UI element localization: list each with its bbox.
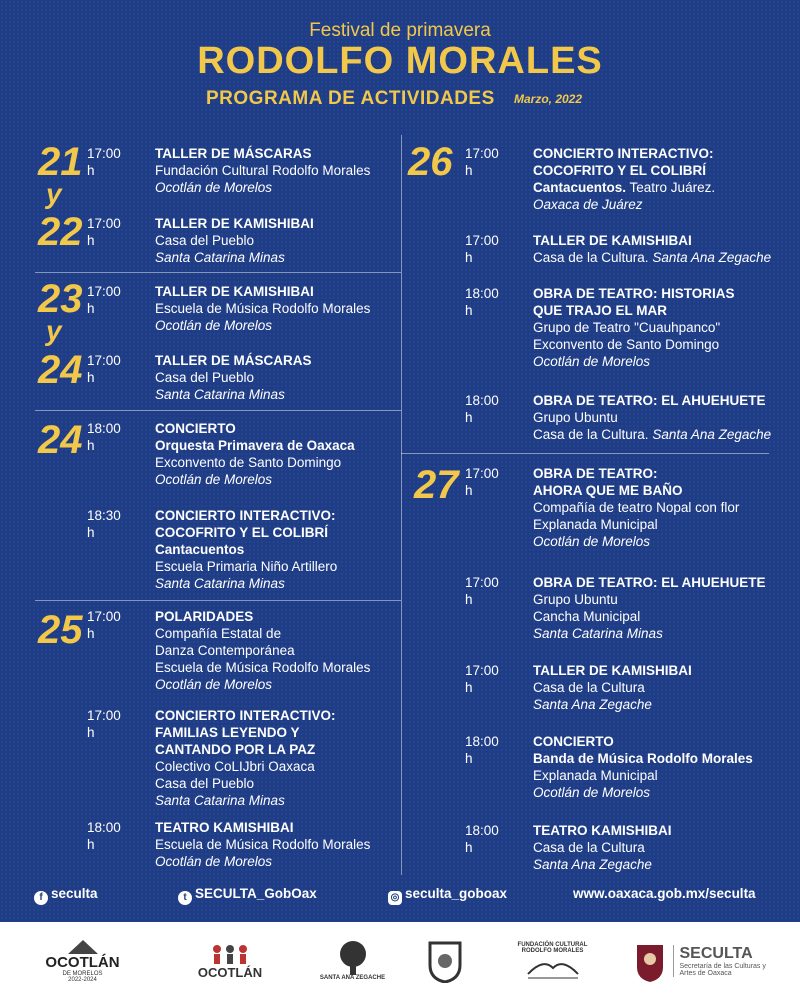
event-venue: Casa del Pueblo	[155, 370, 255, 385]
event-location: Ocotlán de Morelos	[155, 472, 273, 487]
event-time: 17:00 h	[465, 575, 499, 607]
pyramid-icon	[68, 940, 98, 954]
day-number: 23	[38, 277, 83, 321]
event-venue: Escuela de Música Rodolfo Morales	[155, 301, 371, 316]
website-link[interactable]: www.oaxaca.gob.mx/seculta	[573, 886, 756, 901]
logo-text: FUNDACIÓN CULTURAL RODOLFO MORALES	[517, 942, 588, 954]
event-title: OBRA DE TEATRO: HISTORIAS	[533, 286, 735, 301]
event-title: TALLER DE MÁSCARAS	[155, 353, 312, 368]
event-venue-name: Casa de la Cultura.	[533, 427, 649, 442]
divider	[35, 272, 401, 273]
twitter-link[interactable]	[178, 886, 317, 905]
sponsor-logos	[0, 922, 800, 1000]
event-venue: Casa de la Cultura	[533, 680, 645, 695]
instagram-link[interactable]	[388, 886, 507, 905]
day-number: 27	[414, 463, 459, 507]
event-location: Santa Ana Zegache	[648, 250, 772, 265]
event-location: Santa Catarina Minas	[155, 387, 285, 402]
event-venue: Casa del Pueblo	[155, 233, 255, 248]
event-venue: Explanada Municipal	[533, 768, 658, 783]
day-number: 24	[38, 348, 83, 392]
event-title: CONCIERTO INTERACTIVO:	[155, 508, 336, 523]
event-venue: Escuela de Música Rodolfo Morales	[155, 660, 371, 675]
event-time: 18:00 h	[465, 734, 499, 766]
event-title: COCOFRITO Y EL COLIBRÍ	[155, 525, 329, 540]
logo-subtext: DE MORELOS	[62, 970, 103, 977]
logo-years: 2022-2024	[68, 976, 97, 983]
event-time: 17:00 h	[87, 146, 121, 178]
event-venue-name: Teatro Juárez.	[626, 180, 716, 195]
event-venue: Exconvento de Santo Domingo	[533, 337, 720, 352]
event-location: Ocotlán de Morelos	[155, 854, 273, 869]
event-title: TEATRO KAMISHIBAI	[533, 823, 672, 838]
page-title: RODOLFO MORALES	[197, 40, 603, 82]
event-venue: Cancha Municipal	[533, 609, 641, 624]
event-location: Ocotlán de Morelos	[155, 318, 273, 333]
event-venue	[533, 179, 800, 196]
event-title: TALLER DE KAMISHIBAI	[155, 284, 314, 299]
event-title: COCOFRITO Y EL COLIBRÍ	[533, 163, 707, 178]
event-venue: Escuela Primaria Niño Artillero	[155, 559, 338, 574]
event-location: Ocotlán de Morelos	[533, 785, 651, 800]
event-venue: Exconvento de Santo Domingo	[155, 455, 342, 470]
event-location: Santa Ana Zegache	[533, 697, 652, 712]
event-performer: Compañía de teatro Nopal con flor	[533, 500, 740, 515]
event-title: OBRA DE TEATRO: EL AHUEHUETE	[533, 393, 766, 408]
day-number: 25	[38, 608, 83, 652]
facebook-icon: f	[34, 891, 48, 905]
program-subtitle: PROGRAMA DE ACTIVIDADES	[206, 88, 495, 109]
event-title: AHORA QUE ME BAÑO	[533, 483, 683, 498]
event-performer: Compañía Estatal de	[155, 626, 282, 641]
facebook-link[interactable]	[34, 886, 98, 905]
day-number: 21	[38, 140, 83, 184]
event-venue: Fundación Cultural Rodolfo Morales	[155, 163, 371, 178]
event-title: CONCIERTO INTERACTIVO:	[155, 708, 336, 723]
event-title: QUE TRAJO EL MAR	[533, 303, 668, 318]
event-title: OBRA DE TEATRO: EL AHUEHUETE	[533, 575, 766, 590]
logo-text: SECULTA	[679, 945, 753, 962]
event-performer: Banda de Música Rodolfo Morales	[533, 751, 753, 766]
divider	[35, 410, 401, 411]
divider	[35, 600, 401, 601]
oaxaca-shield-icon	[635, 939, 665, 983]
ocotlan-culture-logo	[190, 930, 270, 992]
program-date: Marzo, 2022	[514, 92, 583, 106]
event-time: 17:00 h	[465, 146, 499, 178]
event-venue	[533, 426, 800, 443]
logo-text: OCOTLÁN	[45, 953, 120, 971]
event-performer: Cantacuentos	[155, 542, 245, 557]
event-title: CONCIERTO	[533, 734, 614, 749]
hands-icon	[523, 954, 583, 980]
event-title: FAMILIAS LEYENDO Y	[155, 725, 300, 740]
event-venue-name: Casa de la Cultura.	[533, 250, 649, 265]
event-performer: Grupo Ubuntu	[533, 592, 618, 607]
event-time: 18:00 h	[465, 823, 499, 855]
event-location: Santa Catarina Minas	[533, 626, 663, 641]
event-time: 18:00 h	[465, 393, 499, 425]
event-time: 18:00 h	[87, 421, 121, 453]
event-title: CONCIERTO	[155, 421, 236, 436]
event-performer: Colectivo CoLIJbri Oaxaca	[155, 759, 315, 774]
santa-ana-zegache-logo	[315, 930, 390, 992]
event-time: 17:00 h	[465, 233, 499, 265]
event-venue: Escuela de Música Rodolfo Morales	[155, 837, 371, 852]
event-title: TEATRO KAMISHIBAI	[155, 820, 294, 835]
fundacion-rodolfo-morales-logo	[505, 930, 600, 992]
event-location: Santa Catarina Minas	[155, 793, 285, 808]
day-conjunction: y	[46, 178, 62, 209]
event-time: 18:30 h	[87, 508, 121, 540]
shield-icon	[428, 939, 462, 983]
logo-subtext: Secretaría de las Culturas y Artes de Oaxaca	[679, 963, 766, 977]
event-venue: Casa del Pueblo	[155, 776, 255, 791]
event-location: Santa Ana Zegache	[648, 427, 772, 442]
event-location: Ocotlán de Morelos	[155, 677, 273, 692]
twitter-handle: SECULTA_GobOax	[195, 886, 317, 901]
logo-text: SANTA ANA ZEGACHE	[319, 975, 386, 981]
day-number: 22	[38, 210, 83, 254]
tree-icon	[333, 941, 373, 975]
event-time: 17:00 h	[465, 663, 499, 695]
event-time: 17:00 h	[87, 284, 121, 316]
event-title: TALLER DE KAMISHIBAI	[155, 216, 314, 231]
day-number: 26	[408, 140, 453, 184]
event-performer: Orquesta Primavera de Oaxaca	[155, 438, 355, 453]
event-title: POLARIDADES	[155, 609, 254, 624]
instagram-icon: ◎	[388, 891, 402, 905]
twitter-icon: t	[178, 891, 192, 905]
event-title: TALLER DE KAMISHIBAI	[533, 233, 692, 248]
event-location: Santa Ana Zegache	[533, 857, 652, 872]
event-title: TALLER DE MÁSCARAS	[155, 146, 312, 161]
day-conjunction: y	[46, 315, 62, 346]
event-location: Ocotlán de Morelos	[533, 354, 651, 369]
facebook-handle: seculta	[51, 886, 98, 901]
event-venue: Explanada Municipal	[533, 517, 658, 532]
event-venue: Casa de la Cultura	[533, 840, 645, 855]
day-number: 24	[38, 418, 83, 462]
event-venue	[533, 249, 800, 266]
coat-of-arms-logo	[420, 930, 470, 992]
event-time: 17:00 h	[87, 353, 121, 385]
event-location: Santa Catarina Minas	[155, 250, 285, 265]
event-performer: Cantacuentos.	[533, 180, 627, 195]
festival-label: Festival de primavera	[309, 20, 491, 41]
event-time: 18:00 h	[465, 286, 499, 318]
event-title: CONCIERTO INTERACTIVO:	[533, 146, 714, 161]
event-title: CANTANDO POR LA PAZ	[155, 742, 316, 757]
seculta-logo	[632, 930, 772, 992]
event-title: TALLER DE KAMISHIBAI	[533, 663, 692, 678]
event-time: 17:00 h	[465, 466, 499, 498]
event-performer: Danza Contemporánea	[155, 643, 295, 658]
event-time: 18:00 h	[87, 820, 121, 852]
event-performer: Grupo de Teatro "Cuauhpanco"	[533, 320, 721, 335]
event-location: Ocotlán de Morelos	[155, 180, 273, 195]
event-title: OBRA DE TEATRO:	[533, 466, 658, 481]
event-performer: Grupo Ubuntu	[533, 410, 618, 425]
figures-icon	[205, 943, 255, 965]
event-location: Ocotlán de Morelos	[533, 534, 651, 549]
event-time: 17:00 h	[87, 216, 121, 248]
event-time: 17:00 h	[87, 708, 121, 740]
logo-text: OCOTLÁN	[197, 964, 263, 980]
event-location: Santa Catarina Minas	[155, 576, 285, 591]
event-location: Oaxaca de Juárez	[533, 197, 643, 212]
ocotlan-municipality-logo	[30, 930, 135, 992]
instagram-handle: seculta_goboax	[405, 886, 508, 901]
event-time: 17:00 h	[87, 609, 121, 641]
